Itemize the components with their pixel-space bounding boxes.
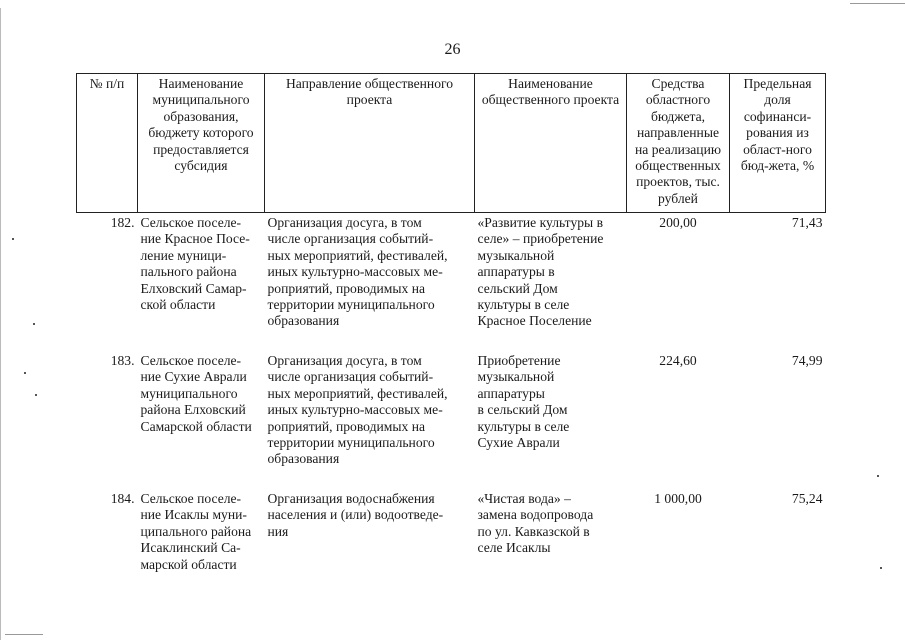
scan-mark [877,475,879,477]
project-name: «Чистая вода» – замена водопровода по ул. Кавказской в селе Исаклы [477,491,594,556]
header-municipality: Наименование муниципального образования, бюджету которого предоставляется субсидия [138,74,265,213]
municipality-name: Сельское поселе- ние Красное Посе- ление муници- пального района Елховский Самар- ской области [140,215,250,313]
project-name: «Развитие культуры в селе» – приобретение музыкальной аппаратуры в сельский Дом культуры в селе Красное Поселение [477,215,604,329]
budget-amount: 224,60 [659,353,697,368]
scan-mark [880,567,882,569]
scan-edge-line [0,8,1,640]
scan-mark [33,323,35,325]
header-budget-funds: Средства областного бюджета, направленные на реализацию общественных проектов, тыс. рублей [627,74,730,213]
budget-amount: 1 000,00 [654,491,702,506]
header-project-name: Наименование общественного проекта [475,74,627,213]
header-number: № п/п [77,74,138,213]
scan-mark [5,634,43,635]
project-name: Приобретение музыкальной аппаратуры в сельский Дом культуры в селе Сухие Аврали [477,353,570,451]
cofinancing-share: 74,99 [791,353,823,368]
table-row [77,491,826,581]
municipality-name: Сельское поселе- ние Сухие Аврали муниципального района Елховский Самарской области [140,353,252,434]
subsidy-table [76,73,826,581]
scan-mark [850,3,905,4]
scan-mark [24,372,26,374]
scan-mark [12,238,14,240]
scan-mark [35,394,37,396]
header-cofinancing-share: Предельная доля софинанси-рования из област-ного бюд-жета, % [730,74,826,213]
project-direction: Организация водоснабжения населения и (или) водоотведе- ния [267,491,444,539]
project-direction: Организация досуга, в том числе организация событий- ных мероприятий, фестивалей, иных культурно-массовых ме- роприятий, проводимых на территории муниципального образования [267,215,448,329]
table-header-row [77,74,826,213]
table-row [77,213,826,354]
table-row [77,353,826,491]
project-direction: Организация досуга, в том числе организация событий- ных мероприятий, фестивалей, иных культурно-массовых ме- роприятий, проводимых на территории муниципального образования [267,353,448,467]
row-number: 184. [110,491,135,506]
row-number: 182. [110,215,135,230]
cofinancing-share: 75,24 [791,491,823,506]
municipality-name: Сельское поселе- ние Исаклы муни- ципального района Исаклинский Са- марской области [140,491,252,572]
budget-amount: 200,00 [659,215,697,230]
page-number: 26 [444,41,461,58]
cofinancing-share: 71,43 [791,215,823,230]
header-project-direction: Направление общественного проекта [265,74,475,213]
row-number: 183. [110,353,135,368]
